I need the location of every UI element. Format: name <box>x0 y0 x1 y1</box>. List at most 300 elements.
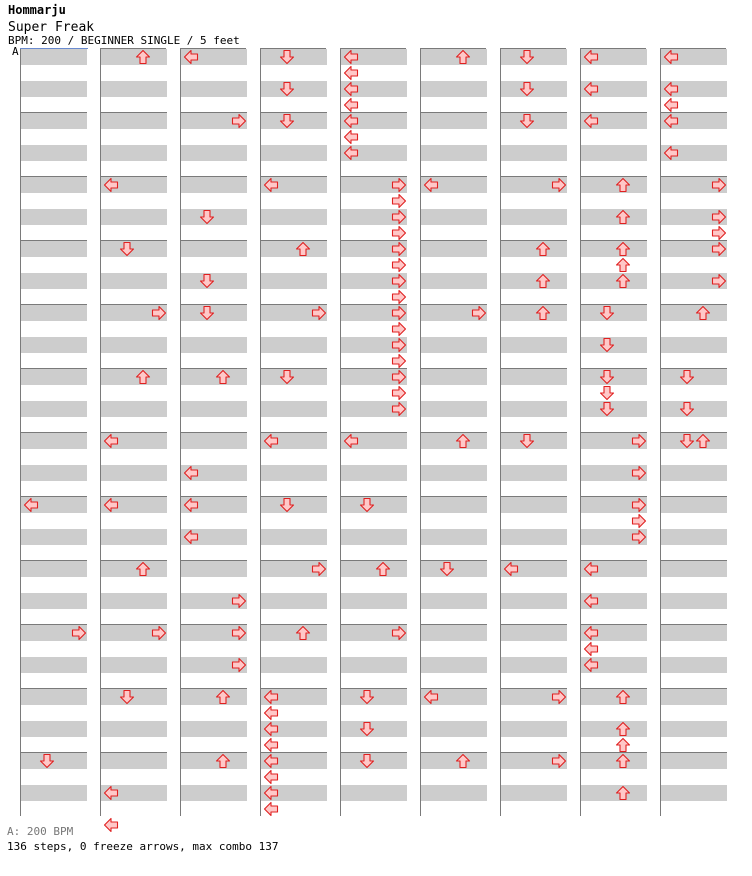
beat-band <box>421 273 487 289</box>
arrow-left-icon <box>263 769 279 785</box>
beat-band <box>661 161 727 177</box>
measure-line <box>21 112 87 113</box>
beat-band <box>101 513 167 529</box>
beat-band <box>661 257 727 273</box>
arrow-up-icon <box>455 49 471 65</box>
beat-band <box>181 369 247 385</box>
beat-band <box>501 225 567 241</box>
beat-band <box>421 785 487 801</box>
arrow-right-icon <box>391 209 407 225</box>
beat-band <box>661 689 727 705</box>
beat-band <box>341 593 407 609</box>
beat-band <box>661 625 727 641</box>
arrow-up-icon <box>215 753 231 769</box>
beat-band <box>21 113 87 129</box>
arrow-left-icon <box>583 625 599 641</box>
beat-band <box>421 225 487 241</box>
beat-band <box>501 161 567 177</box>
beat-band <box>661 481 727 497</box>
beat-band <box>181 769 247 785</box>
arrow-left-icon <box>583 593 599 609</box>
arrow-right-icon <box>471 305 487 321</box>
arrow-left-icon <box>263 737 279 753</box>
beat-band <box>101 769 167 785</box>
beat-band <box>421 337 487 353</box>
beat-band <box>341 417 407 433</box>
measure-line <box>501 496 567 497</box>
beat-band <box>501 337 567 353</box>
beat-band <box>661 305 727 321</box>
beat-band <box>101 353 167 369</box>
beat-band <box>661 609 727 625</box>
beat-band <box>501 401 567 417</box>
beat-band <box>261 657 327 673</box>
beat-band <box>661 577 727 593</box>
arrow-up-icon <box>135 561 151 577</box>
arrow-right-icon <box>391 289 407 305</box>
beat-band <box>21 369 87 385</box>
beat-band <box>661 801 727 817</box>
measure-line <box>21 688 87 689</box>
arrow-right-icon <box>711 177 727 193</box>
arrow-right-icon <box>391 321 407 337</box>
beat-band <box>501 65 567 81</box>
arrow-right-icon <box>391 385 407 401</box>
beat-band <box>661 785 727 801</box>
artist-name: Hommarju <box>8 3 66 17</box>
beat-band <box>101 81 167 97</box>
beat-band <box>501 609 567 625</box>
arrow-left-icon <box>263 705 279 721</box>
arrow-left-icon <box>183 497 199 513</box>
measure-line <box>181 368 247 369</box>
beat-band <box>261 449 327 465</box>
arrow-right-icon <box>231 593 247 609</box>
arrow-up-icon <box>615 177 631 193</box>
beat-band <box>21 513 87 529</box>
beat-band <box>421 113 487 129</box>
beat-band <box>21 209 87 225</box>
beat-band <box>661 753 727 769</box>
beat-band <box>101 561 167 577</box>
beat-band <box>581 129 647 145</box>
beat-band <box>261 465 327 481</box>
beat-band <box>341 161 407 177</box>
beat-band <box>501 209 567 225</box>
beat-band <box>421 241 487 257</box>
measure-line <box>261 624 327 625</box>
arrow-up-icon <box>615 257 631 273</box>
beat-band <box>421 401 487 417</box>
beat-band <box>101 225 167 241</box>
beat-band <box>261 145 327 161</box>
measure-line <box>181 176 247 177</box>
beat-band <box>261 641 327 657</box>
measure-line <box>581 176 647 177</box>
beat-band <box>181 705 247 721</box>
measure-line <box>21 432 87 433</box>
arrow-right-icon <box>631 465 647 481</box>
arrow-left-icon <box>183 465 199 481</box>
beat-band <box>581 65 647 81</box>
beat-band <box>101 321 167 337</box>
arrow-up-icon <box>135 369 151 385</box>
beat-band <box>581 609 647 625</box>
beat-band <box>101 289 167 305</box>
arrow-down-icon <box>279 369 295 385</box>
arrow-right-icon <box>711 209 727 225</box>
beat-band <box>21 545 87 561</box>
beat-band <box>581 577 647 593</box>
beat-band <box>181 753 247 769</box>
arrow-up-icon <box>695 305 711 321</box>
arrow-left-icon <box>103 785 119 801</box>
beat-band <box>581 801 647 817</box>
arrow-down-icon <box>39 753 55 769</box>
beat-band <box>101 129 167 145</box>
beat-band <box>661 641 727 657</box>
arrow-up-icon <box>615 785 631 801</box>
beat-band <box>501 97 567 113</box>
beat-band <box>101 577 167 593</box>
arrow-down-icon <box>599 385 615 401</box>
measure-line <box>181 432 247 433</box>
beat-band <box>21 401 87 417</box>
measure-line <box>341 560 407 561</box>
arrow-left-icon <box>423 689 439 705</box>
beat-band <box>101 641 167 657</box>
beat-band <box>341 705 407 721</box>
beat-band <box>101 65 167 81</box>
beat-band <box>661 385 727 401</box>
measure-line <box>661 688 727 689</box>
beat-band <box>661 561 727 577</box>
beat-band <box>421 81 487 97</box>
arrow-left-icon <box>663 113 679 129</box>
beat-band <box>261 577 327 593</box>
beat-band <box>21 49 87 65</box>
beat-band <box>101 385 167 401</box>
beat-band <box>261 513 327 529</box>
arrow-left-icon <box>263 753 279 769</box>
beat-band <box>21 241 87 257</box>
beat-band <box>341 449 407 465</box>
beat-band <box>101 737 167 753</box>
beat-band <box>581 689 647 705</box>
bpm-marker: A <box>12 45 19 58</box>
beat-band <box>181 673 247 689</box>
beat-band <box>21 721 87 737</box>
beat-band <box>101 753 167 769</box>
arrow-right-icon <box>391 625 407 641</box>
beat-band <box>21 353 87 369</box>
beat-band <box>101 369 167 385</box>
arrow-left-icon <box>343 113 359 129</box>
beat-band <box>501 545 567 561</box>
arrow-left-icon <box>663 81 679 97</box>
beat-band <box>421 657 487 673</box>
beat-band <box>581 177 647 193</box>
arrow-left-icon <box>503 561 519 577</box>
beat-band <box>261 257 327 273</box>
measure-line <box>101 560 167 561</box>
beat-band <box>21 321 87 337</box>
beat-band <box>661 497 727 513</box>
arrow-left-icon <box>663 145 679 161</box>
beat-band <box>21 529 87 545</box>
beat-band <box>181 193 247 209</box>
arrow-left-icon <box>343 65 359 81</box>
arrow-up-icon <box>615 753 631 769</box>
beat-band <box>421 529 487 545</box>
arrow-up-icon <box>615 721 631 737</box>
beat-band <box>261 481 327 497</box>
arrow-left-icon <box>583 81 599 97</box>
beat-band <box>261 241 327 257</box>
beat-band <box>21 465 87 481</box>
beat-band <box>501 289 567 305</box>
beat-band <box>101 673 167 689</box>
beat-band <box>341 641 407 657</box>
beat-band <box>181 81 247 97</box>
beat-band <box>181 337 247 353</box>
beat-band <box>421 257 487 273</box>
arrow-left-icon <box>343 129 359 145</box>
beat-band <box>581 225 647 241</box>
arrow-up-icon <box>215 689 231 705</box>
beat-band <box>101 721 167 737</box>
beat-band <box>501 673 567 689</box>
beat-band <box>501 465 567 481</box>
beat-band <box>261 225 327 241</box>
arrow-left-icon <box>103 433 119 449</box>
arrow-right-icon <box>391 305 407 321</box>
arrow-right-icon <box>551 753 567 769</box>
beat-band <box>21 161 87 177</box>
beat-band <box>661 673 727 689</box>
beat-band <box>581 145 647 161</box>
beat-band <box>181 689 247 705</box>
beat-band <box>421 801 487 817</box>
arrow-right-icon <box>391 241 407 257</box>
chart-stats: 136 steps, 0 freeze arrows, max combo 137 <box>7 840 279 853</box>
beat-band <box>341 561 407 577</box>
beat-band <box>421 481 487 497</box>
beat-band <box>261 417 327 433</box>
beat-band <box>501 193 567 209</box>
arrow-right-icon <box>711 273 727 289</box>
beat-band <box>581 193 647 209</box>
measure-line <box>501 304 567 305</box>
beat-band <box>21 609 87 625</box>
arrow-up-icon <box>615 241 631 257</box>
measure-line <box>501 240 567 241</box>
beat-band <box>21 737 87 753</box>
beat-band <box>581 673 647 689</box>
chart-column <box>180 48 246 816</box>
beat-band <box>101 545 167 561</box>
arrow-left-icon <box>663 49 679 65</box>
beat-band <box>581 785 647 801</box>
beat-band <box>501 369 567 385</box>
beat-band <box>661 337 727 353</box>
chart-column <box>20 48 86 816</box>
measure-line <box>181 752 247 753</box>
chart-column <box>580 48 646 816</box>
beat-band <box>501 481 567 497</box>
beat-band <box>261 161 327 177</box>
beat-band <box>421 673 487 689</box>
chart-column <box>660 48 726 816</box>
beat-band <box>261 97 327 113</box>
arrow-down-icon <box>119 241 135 257</box>
beat-band <box>181 97 247 113</box>
arrow-up-icon <box>615 209 631 225</box>
beat-band <box>581 321 647 337</box>
beat-band <box>21 257 87 273</box>
beat-band <box>341 785 407 801</box>
beat-band <box>501 129 567 145</box>
beat-band <box>581 353 647 369</box>
beat-band <box>21 177 87 193</box>
beat-band <box>21 289 87 305</box>
measure-line <box>21 304 87 305</box>
arrow-right-icon <box>71 625 87 641</box>
beat-band <box>581 721 647 737</box>
beat-band <box>261 401 327 417</box>
arrow-right-icon <box>391 177 407 193</box>
beat-band <box>181 721 247 737</box>
beat-band <box>101 449 167 465</box>
arrow-down-icon <box>679 433 695 449</box>
beat-band <box>101 113 167 129</box>
beat-band <box>261 273 327 289</box>
beat-band <box>181 145 247 161</box>
beat-band <box>21 65 87 81</box>
arrow-left-icon <box>343 97 359 113</box>
arrow-right-icon <box>391 257 407 273</box>
beat-band <box>501 641 567 657</box>
beat-band <box>261 321 327 337</box>
beat-band <box>661 465 727 481</box>
beat-band <box>21 433 87 449</box>
arrow-up-icon <box>535 273 551 289</box>
measure-line <box>101 752 167 753</box>
arrow-left-icon <box>263 689 279 705</box>
arrow-down-icon <box>359 689 375 705</box>
beat-band <box>101 465 167 481</box>
beat-band <box>101 145 167 161</box>
beat-band <box>421 289 487 305</box>
measure-line <box>661 496 727 497</box>
beat-band <box>101 273 167 289</box>
song-title: Super Freak <box>8 20 95 35</box>
arrow-left-icon <box>583 113 599 129</box>
beat-band <box>181 225 247 241</box>
measure-line <box>661 560 727 561</box>
arrow-right-icon <box>391 337 407 353</box>
beat-band <box>101 417 167 433</box>
beat-band <box>421 449 487 465</box>
arrow-down-icon <box>519 113 535 129</box>
beat-band <box>581 753 647 769</box>
arrow-up-icon <box>615 737 631 753</box>
beat-band <box>21 337 87 353</box>
beat-band <box>581 769 647 785</box>
beat-band <box>21 225 87 241</box>
arrow-left-icon <box>343 81 359 97</box>
beat-band <box>421 497 487 513</box>
arrow-down-icon <box>279 81 295 97</box>
beat-band <box>101 97 167 113</box>
beat-band <box>421 193 487 209</box>
beat-band <box>101 593 167 609</box>
measure-line <box>101 368 167 369</box>
arrow-down-icon <box>359 753 375 769</box>
arrow-left-icon <box>183 49 199 65</box>
beat-band <box>181 385 247 401</box>
beat-band <box>101 801 167 817</box>
beat-band <box>421 545 487 561</box>
beat-band <box>261 673 327 689</box>
beat-band <box>341 577 407 593</box>
beat-band <box>421 641 487 657</box>
beat-band <box>181 177 247 193</box>
beat-band <box>181 609 247 625</box>
arrow-down-icon <box>599 337 615 353</box>
measure-line <box>101 112 167 113</box>
beat-band <box>21 705 87 721</box>
arrow-down-icon <box>359 721 375 737</box>
beat-band <box>501 273 567 289</box>
beat-band <box>501 593 567 609</box>
beat-band <box>21 145 87 161</box>
beat-band <box>341 769 407 785</box>
arrow-right-icon <box>391 353 407 369</box>
beat-band <box>21 801 87 817</box>
beat-band <box>501 785 567 801</box>
beat-band <box>101 657 167 673</box>
beat-band <box>581 241 647 257</box>
measure-line <box>581 688 647 689</box>
beat-band <box>341 529 407 545</box>
arrow-left-icon <box>103 177 119 193</box>
beat-band <box>181 561 247 577</box>
arrow-down-icon <box>599 369 615 385</box>
measure-line <box>661 304 727 305</box>
beat-band <box>261 529 327 545</box>
beat-band <box>661 193 727 209</box>
beat-band <box>101 705 167 721</box>
beat-band <box>181 801 247 817</box>
beat-band <box>101 609 167 625</box>
beat-band <box>261 353 327 369</box>
beat-band <box>501 721 567 737</box>
arrow-left-icon <box>583 657 599 673</box>
arrow-right-icon <box>551 689 567 705</box>
beat-band <box>421 753 487 769</box>
arrow-down-icon <box>519 49 535 65</box>
arrow-right-icon <box>151 305 167 321</box>
beat-band <box>341 481 407 497</box>
arrow-right-icon <box>231 657 247 673</box>
beat-band <box>661 769 727 785</box>
beat-band <box>421 417 487 433</box>
beat-band <box>661 737 727 753</box>
beat-band <box>421 353 487 369</box>
beat-band <box>181 321 247 337</box>
beat-band <box>21 785 87 801</box>
